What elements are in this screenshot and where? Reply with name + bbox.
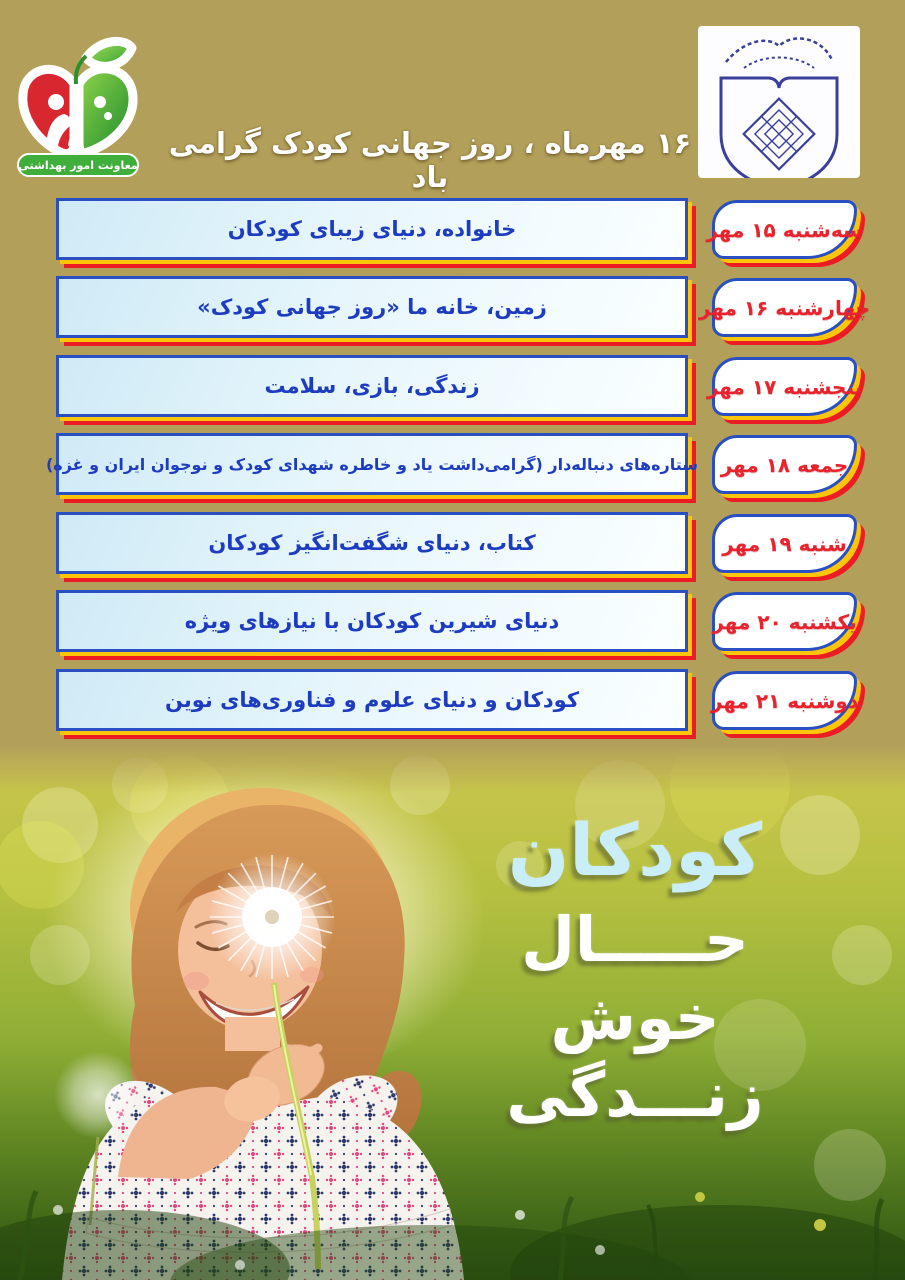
- schedule-topic-label: دنیای شیرین کودکان با نیازهای ویژه: [184, 609, 560, 633]
- schedule-topic-banner: [56, 276, 688, 338]
- schedule-date-label: شنبه ۱۹ مهر: [722, 531, 847, 556]
- schedule-topic-banner: [56, 590, 688, 652]
- fingers: [288, 1048, 318, 1052]
- schedule-row-7: [56, 669, 857, 731]
- schedule-row-6: [56, 590, 857, 652]
- schedule-date-tab: [712, 592, 857, 651]
- photo-scene: [0, 745, 905, 1280]
- schedule-date-label: چهارشنبه ۱۶ مهر: [698, 295, 871, 320]
- schedule-topic-banner: [56, 198, 688, 260]
- schedule-row-5: [56, 512, 857, 574]
- schedule-topic-banner: [56, 669, 688, 731]
- slogan-line-2: حـــــال: [521, 903, 749, 976]
- health-deputy-caption: معاونت امور بهداشتی: [18, 159, 138, 172]
- slogan-block: [450, 805, 820, 1134]
- page-title: ۱۶ مهرماه ، روز جهانی کودک گرامی باد: [168, 126, 692, 194]
- schedule-topic-banner: [56, 355, 688, 417]
- schedule-date-tab: [698, 278, 871, 337]
- schedule-date-tab: [712, 435, 857, 494]
- schedule-topic-label: زمین، خانه ما «روز جهانی کودک»: [197, 295, 547, 319]
- schedule-date-tab: [706, 357, 863, 416]
- schedule-date-label: پنجشنبه ۱۷ مهر: [706, 374, 863, 399]
- slogan-line-4: زنـــدگی: [506, 1058, 764, 1131]
- schedule-topic-label: ستاره‌های دنباله‌دار (گرامی‌داشت یاد و خاطره شهدای کودک و نوجوان ایران و غزه): [45, 454, 699, 474]
- schedule-topic-banner: [56, 512, 688, 574]
- schedule-topic-label: خانواده، دنیای زیبای کودکان: [227, 217, 517, 241]
- schedule-row-1: [56, 198, 863, 260]
- schedule-date-label: دوشنبه ۲۱ مهر: [710, 688, 859, 713]
- schedule-row-2: [56, 276, 871, 338]
- puff-center: [265, 910, 279, 924]
- schedule-topic-banner: [45, 433, 699, 495]
- schedule-row-4: [45, 433, 857, 495]
- neck: [225, 1017, 280, 1051]
- schedule-date-tab: [712, 514, 857, 573]
- schedule-row-3: [56, 355, 863, 417]
- slogan-line-1: کودکان: [507, 808, 763, 892]
- schedule-date-label: جمعه ۱۸ مهر: [720, 452, 849, 477]
- schedule-topic-label: کتاب، دنیای شگفت‌انگیز کودکان: [208, 531, 536, 555]
- schedule-date-label: سه‌شنبه ۱۵ مهر: [706, 217, 863, 242]
- schedule-topic-label: کودکان و دنیای علوم و فناوری‌های نوین: [164, 688, 580, 712]
- cheek-left: [183, 972, 209, 990]
- schedule-date-tab: [712, 671, 857, 730]
- slogan-line-3: خوش: [550, 980, 720, 1054]
- schedule-topic-label: زندگی، بازی، سلامت: [264, 374, 480, 398]
- schedule-date-label: یکشنبه ۲۰ مهر: [712, 609, 857, 634]
- schedule-date-tab: [706, 200, 863, 259]
